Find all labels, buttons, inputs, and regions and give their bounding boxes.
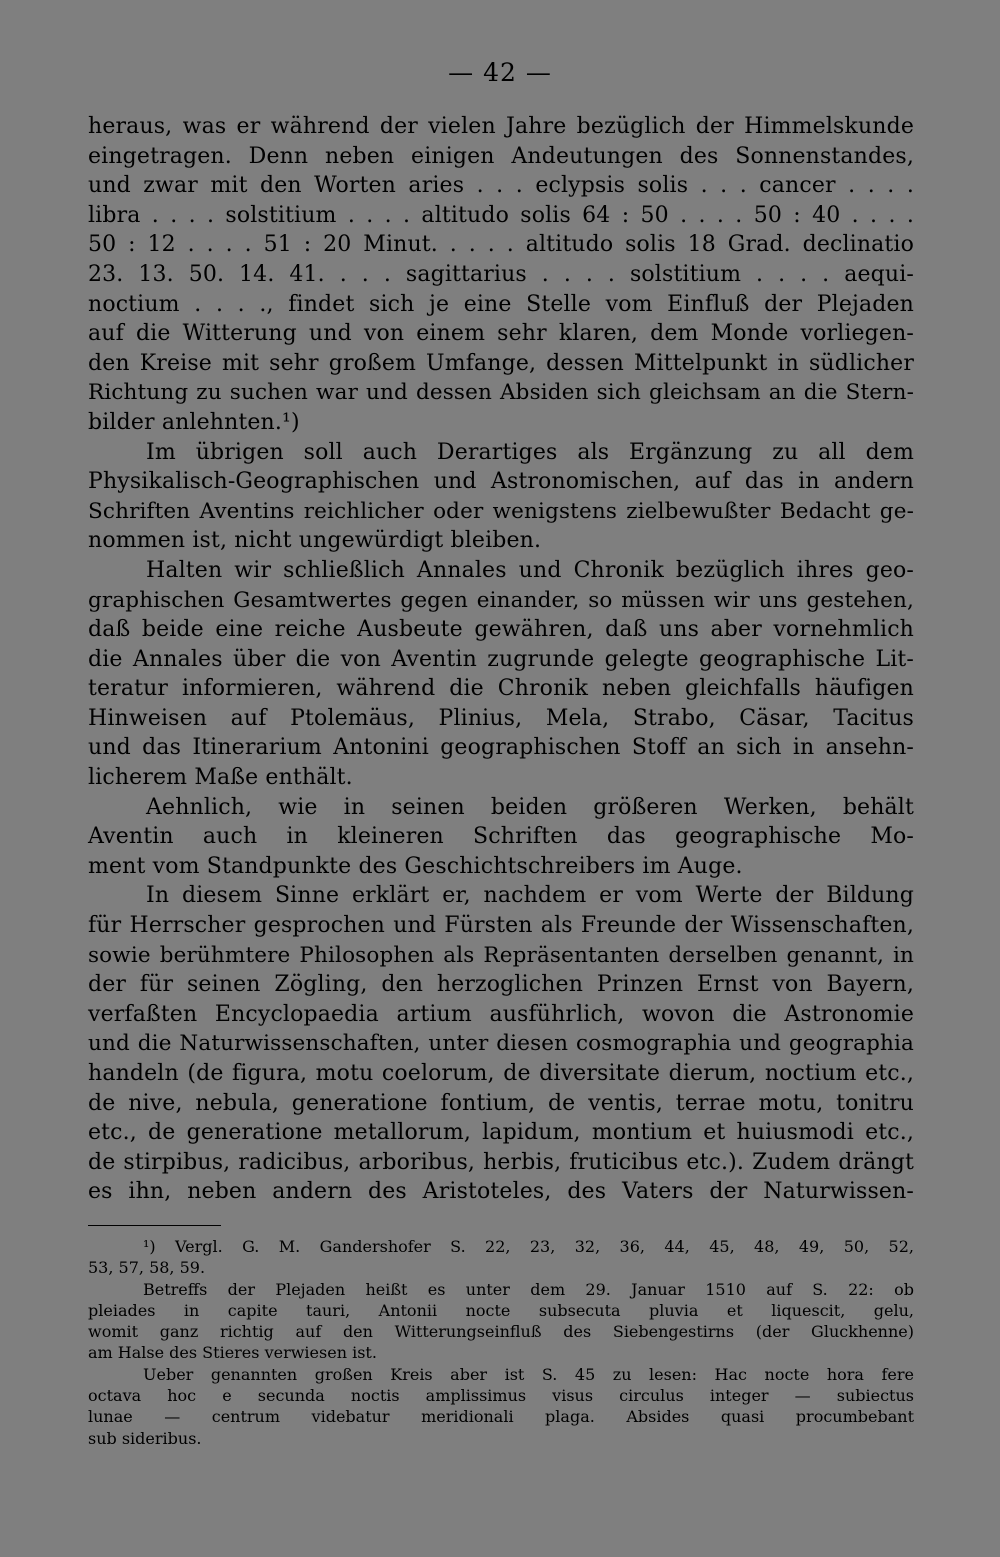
- footnote-line: Betreffs der Plejaden heißt es unter dem 29. Januar 1510 auf S. 22: ob: [143, 1279, 914, 1299]
- text-line: sowie berühmtere Philosophen als Repräsentanten derselben genannt, in: [88, 942, 914, 968]
- text-line: de stirpibus, radicibus, arboribus, herbis, fruticibus etc.). Zudem drängt: [88, 1149, 914, 1175]
- text-line: teratur informieren, während die Chronik neben gleichfalls häufigen: [88, 676, 914, 702]
- text-line: auf die Witterung und von einem sehr klaren, dem Monde vorliegen-: [88, 321, 914, 347]
- footnote-line: pleiades in capite tauri, Antonii nocte subsecuta pluvia et liquescit, gelu,: [88, 1300, 914, 1320]
- footnote-line: womit ganz richtig auf den Witterungseinfluß des Siebengestirns (der Gluckhenne): [88, 1322, 914, 1342]
- text-line: In diesem Sinne erklärt er, nachdem er vom Werte der Bildung: [146, 883, 914, 909]
- footnote-line: ¹) Vergl. G. M. Gandershofer S. 22, 23, 32, 36, 44, 45, 48, 49, 50, 52,: [143, 1237, 914, 1256]
- text-line: de nive, nebula, generatione fontium, de ventis, terrae motu, tonitru: [88, 1090, 914, 1116]
- text-line: graphischen Gesamtwertes gegen einander, so müssen wir uns gestehen,: [88, 587, 914, 613]
- text-line: Halten wir schließlich Annales und Chronik bezüglich ihres geo-: [146, 557, 914, 583]
- text-line: Hinweisen auf Ptolemäus, Plinius, Mela, Strabo, Cäsar, Tacitus: [88, 705, 914, 731]
- text-line: ment vom Standpunkte des Geschichtschreibers im Auge.: [88, 853, 743, 879]
- text-line: den Kreise mit sehr großem Umfange, dessen Mittelpunkt in südlicher: [88, 350, 914, 376]
- text-line: 23. 13. 50. 14. 41. . . . sagittarius . . . . solstitium . . . . aequi-: [88, 261, 914, 287]
- text-line: und zwar mit den Worten aries . . . eclypsis solis . . . cancer . . . .: [88, 173, 914, 199]
- text-line: licherem Maße enthält.: [88, 765, 353, 791]
- text-line: libra . . . . solstitium . . . . altitudo solis 64 : 50 . . . . 50 : 40 . . . .: [88, 202, 914, 228]
- footnote-divider: [88, 1225, 221, 1226]
- page-number: — 42 —: [448, 58, 552, 87]
- text-line: Aehnlich, wie in seinen beiden größeren Werken, behält: [146, 794, 914, 820]
- footnote-line: 53, 57, 58, 59.: [88, 1258, 206, 1278]
- footnote-line: lunae — centrum videbatur meridionali plaga. Absides quasi procumbebant: [88, 1407, 914, 1427]
- text-line: eingetragen. Denn neben einigen Andeutungen des Sonnenstandes,: [88, 143, 914, 169]
- footnotes: [88, 1236, 914, 1449]
- text-line: Aventin auch in kleineren Schriften das geographische Mo-: [88, 824, 914, 850]
- text-line: etc., de generatione metallorum, lapidum, montium et huiusmodi etc.,: [88, 1120, 914, 1146]
- text-line: noctium . . . ., findet sich je eine Stelle vom Einfluß der Plejaden: [88, 291, 914, 317]
- text-line: heraus, was er während der vielen Jahre bezüglich der Himmelskunde: [88, 114, 914, 139]
- text-line: die Annales über die von Aventin zugrunde gelegte geographische Lit-: [88, 646, 914, 672]
- text-line: und die Naturwissenschaften, unter diesen cosmographia und geographia: [88, 1031, 914, 1057]
- text-line: Schriften Aventins reichlicher oder wenigstens zielbewußter Bedacht ge-: [88, 498, 914, 524]
- text-line: Richtung zu suchen war und dessen Absiden sich gleichsam an die Stern-: [88, 380, 914, 406]
- footnote-line: am Halse des Stieres verwiesen ist.: [88, 1343, 377, 1363]
- text-line: bilder anlehnten.¹): [88, 409, 300, 435]
- text-line: für Herrscher gesprochen und Fürsten als Freunde der Wissenschaften,: [88, 913, 914, 939]
- text-line: 50 : 12 . . . . 51 : 20 Minut. . . . . altitudo solis 18 Grad. declinatio: [88, 232, 914, 258]
- text-line: handeln (de figura, motu coelorum, de diversitate dierum, noctium etc.,: [88, 1061, 914, 1086]
- body-text: [88, 112, 914, 1207]
- footnote-line: Ueber genannten großen Kreis aber ist S. 45 zu lesen: Hac nocte hora fere: [143, 1364, 914, 1384]
- text-line: daß beide eine reiche Ausbeute gewähren, daß uns aber vornehmlich: [88, 617, 914, 643]
- text-line: Im übrigen soll auch Derartiges als Ergänzung zu all dem: [146, 439, 914, 465]
- footnote-line: sub sideribus.: [88, 1428, 202, 1448]
- text-line: der für seinen Zögling, den herzoglichen Prinzen Ernst von Bayern,: [88, 972, 914, 998]
- text-line: und das Itinerarium Antonini geographischen Stoff an sich in ansehn-: [88, 735, 914, 761]
- text-line: Physikalisch-Geographischen und Astronomischen, auf das in andern: [88, 469, 914, 495]
- text-line: verfaßten Encyclopaedia artium ausführlich, wovon die Astronomie: [88, 1001, 914, 1027]
- text-line: es ihn, neben andern des Aristoteles, des Vaters der Naturwissen-: [88, 1179, 914, 1205]
- footnote-line: octava hoc e secunda noctis amplissimus visus circulus integer — subiectus: [88, 1386, 914, 1406]
- text-line: nommen ist, nicht ungewürdigt bleiben.: [88, 528, 542, 554]
